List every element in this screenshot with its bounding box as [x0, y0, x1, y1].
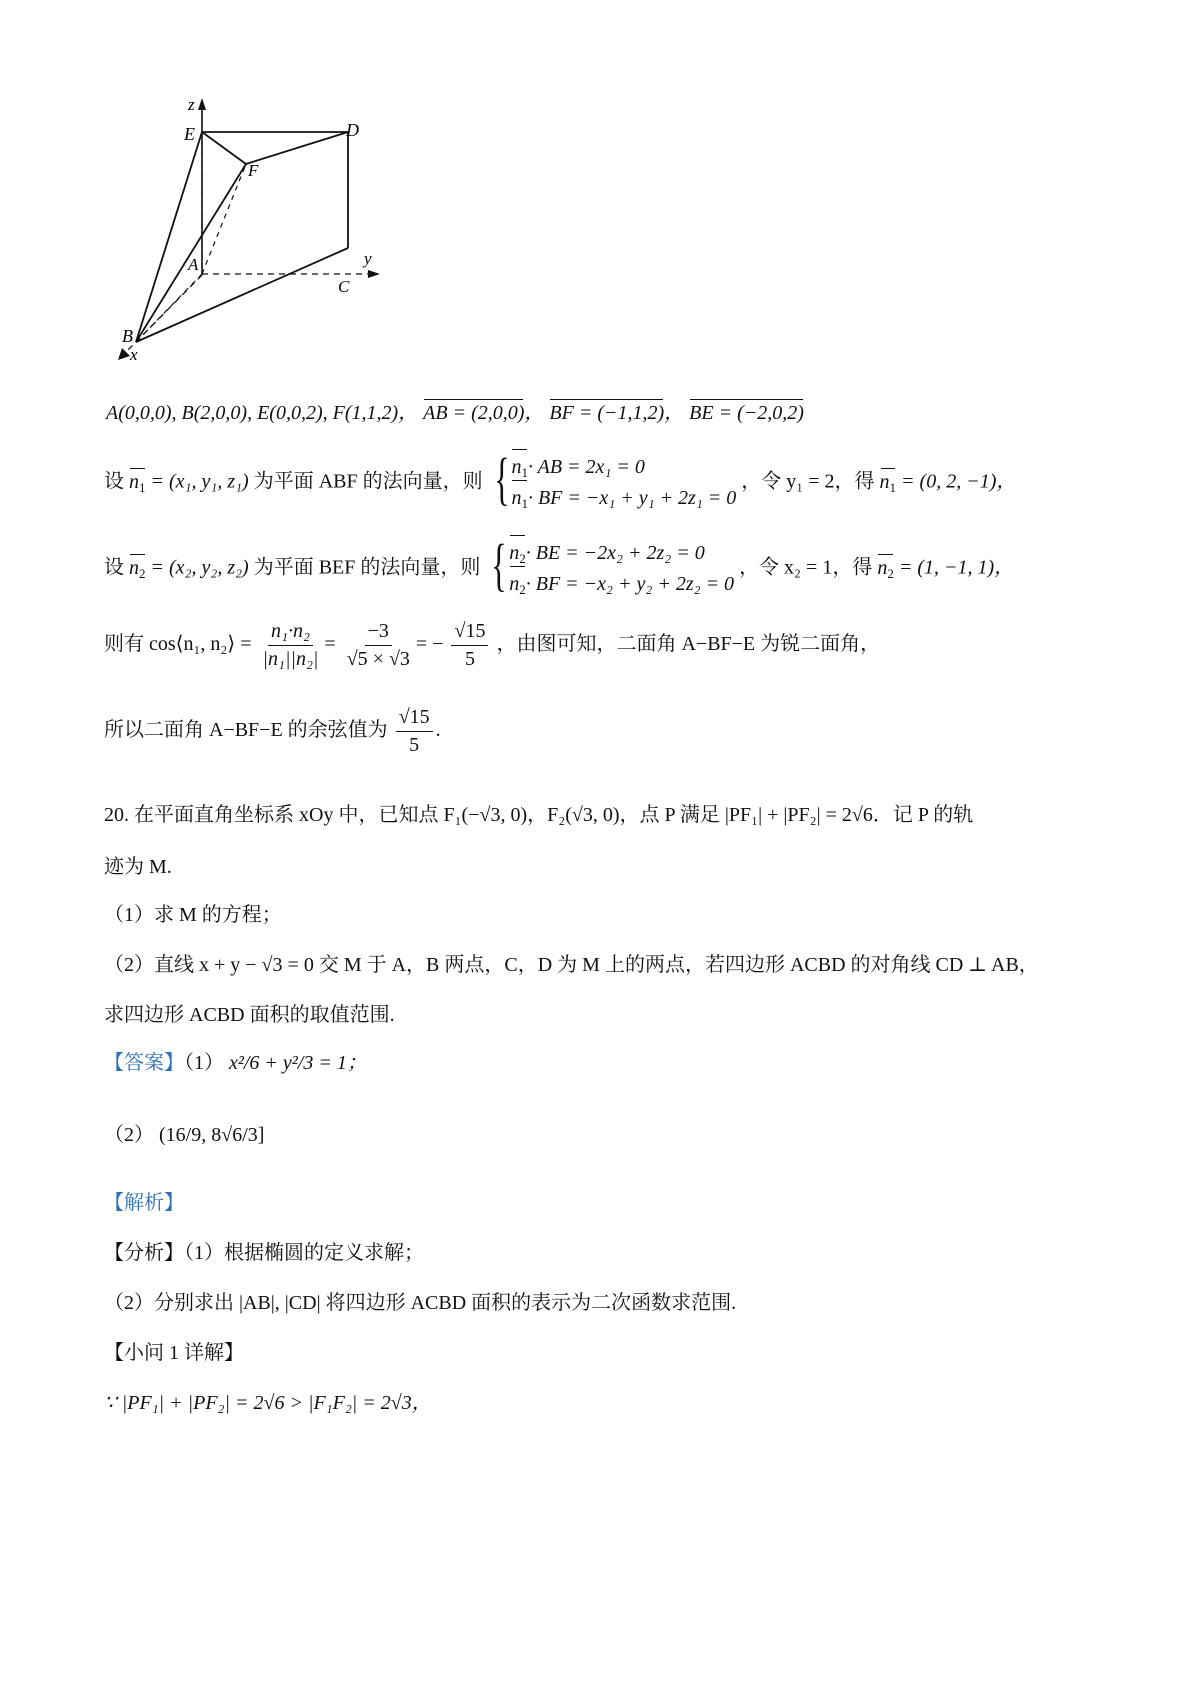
analysis-fenxi2: （2）分别求出 |AB|, |CD| 将四边形 ACBD 面积的表示为二次函数求范围. — [104, 1292, 737, 1314]
normal2-eq1: · BE = −2x₂ + 2z₂ = 0 — [525, 542, 705, 564]
normal1-eq2: · BF = −x₁ + y₁ + 2z₁ = 0 — [527, 487, 737, 510]
normal2-let: ，令 x₂ = 1，得 — [739, 556, 873, 579]
conclusion-frac — [396, 706, 433, 757]
point-label-f: F — [248, 161, 259, 180]
cos-frac-2-den: √5 × √3 — [346, 648, 410, 670]
vector-be: BE = (−2,0,2) — [689, 402, 804, 424]
conclusion-den: 5 — [409, 734, 420, 756]
cos-frac-3-den: 5 — [464, 648, 475, 670]
point-label-a: A — [188, 255, 199, 274]
normal1-line: 设 $n_1 = (x_1$, y₁, z₁) 为平面 ABF 的法向量，则 { $n_1\cdot$ AB = 2x₁ = 0 $n_1\cdot$ BF = −x₁ + y₁ + 2z₁ = 0 ，令 y₁ = 2，得 $n_1 = (0$, 2, −1)， — [104, 452, 1016, 514]
problem20-q1: （1）求 M 的方程； — [104, 904, 282, 926]
analysis-fenxi: 【分析】（1）根据椭圆的定义求解； — [104, 1242, 424, 1264]
answer-tag: 【答案】 — [104, 1052, 184, 1074]
cos-suffix: ，由图可知，二面角 A−BF−E 为锐二面角， — [496, 633, 881, 656]
normal2-def: = (x₂, y₂, z₂) — [150, 556, 249, 579]
cos-prefix: 则有 cos⟨n₁, n₂⟩ = — [104, 633, 252, 656]
vector-ab: AB = (2,0,0) — [423, 402, 525, 424]
answer-line1 — [104, 1046, 367, 1075]
points-coords: A(0,0,0), B(2,0,0), E(0,0,2), F(1,1,2) — [106, 402, 399, 424]
cos-frac-1-num: n₁·n₂ — [268, 620, 313, 646]
cos-frac-1 — [260, 620, 322, 671]
conclusion-line: 所以二面角 A−BF−E 的余弦值为 $\frac{√15}{5}$ . — [104, 706, 441, 756]
analysis-tag: 【解析】 — [104, 1192, 184, 1214]
answer-part2-label: （2） — [104, 1124, 154, 1146]
coords-line: A(0,0,0), B(2,0,0), E(0,0,2), F(1,1,2)， AB = (2,0,0)， BF = (−1,1,2)， BE = (−2,0,2) — [106, 402, 804, 424]
point-label-c: C — [338, 277, 350, 296]
conclusion-prefix: 所以二面角 A−BF−E 的余弦值为 — [104, 719, 388, 742]
answer-part2-range: (16/9, 8√6/3] — [159, 1124, 265, 1146]
normal1-eq1: · AB = 2x₁ = 0 — [527, 456, 645, 478]
normal1-plane: 为平面 ABF 的法向量，则 — [253, 470, 483, 493]
problem20-line2: 迹为 M. — [104, 856, 172, 878]
vector-bf: BF = (−1,1,2) — [549, 402, 665, 424]
problem20-q2a: （2）直线 x + y − √3 = 0 交 M 于 A，B 两点，C，D 为 M 上的两点，若四边形 ACBD 的对角线 CD ⊥ AB， — [104, 954, 1039, 976]
normal1-system: { $n_1\cdot$ AB = 2x₁ = 0 $n_1\cdot$ BF = −x₁ + y₁ + 2z₁ = 0 — [488, 452, 737, 514]
axis-label-y: y — [364, 249, 372, 268]
cos-line: 则有 cos⟨n₁, n₂⟩ = $\frac{\text{n₁·n₂}}{\text{|n₁||n₂|}}$ = $\frac{-3}{√5 \times √3}$ = − $\frac{√15}{5}$ ，由图可知，二面角 A−BF−E 为锐二面角， — [104, 620, 881, 670]
answer-line2 — [104, 1118, 264, 1147]
answer-part1-eq: x²/6 + y²/3 = 1； — [229, 1052, 367, 1074]
geometry-figure — [108, 92, 408, 367]
point-label-e: E — [184, 124, 195, 144]
normal1-let: ，令 y₁ = 2，得 — [741, 470, 875, 493]
point-label-d: D — [346, 120, 359, 140]
normal2-intro: 设 — [104, 556, 124, 579]
normal1-def: = (x₁, y₁, z₁) — [150, 470, 249, 493]
cos-frac-2 — [344, 620, 413, 671]
normal2-eq2: · BF = −x₂ + y₂ + 2z₂ = 0 — [525, 573, 735, 596]
cos-frac-3 — [451, 620, 488, 671]
analysis-xiaowen: 【小问 1 详解】 — [104, 1342, 244, 1364]
axis-label-x: x — [130, 345, 138, 364]
problem20-line1: 20. 在平面直角坐标系 xOy 中，已知点 F₁(−√3, 0)，F₂(√3, 0)，点 P 满足 |PF₁| + |PF₂| = 2√6．记 P 的轨 — [104, 804, 974, 826]
problem20-q2b: 求四边形 ACBD 面积的取值范围. — [104, 1004, 395, 1026]
normal2-result: = (1, −1, 1)， — [898, 556, 1015, 579]
normal2-line: 设 $n_2 = (x_2$, y₂, z₂) 为平面 BEF 的法向量，则 { $n_2\cdot$ BE = −2x₂ + 2z₂ = 0 $n_2\cdot$ BF = −x₂ + y₂ + 2z₂ = 0 ，令 x₂ = 1，得 $n_2 = (1$, −1, 1)， — [104, 538, 1014, 600]
cos-frac-1-den: |n₁||n₂| — [262, 648, 319, 670]
point-label-b: B — [122, 326, 133, 346]
analysis-step1: ∵ |PF₁| + |PF₂| = 2√6 > |F₁F₂| = 2√3， — [104, 1392, 432, 1414]
conclusion-num: √15 — [396, 706, 433, 732]
normal1-intro: 设 — [104, 470, 124, 493]
answer-part1-label: （1） — [184, 1052, 224, 1074]
normal2-plane: 为平面 BEF 的法向量，则 — [253, 556, 481, 579]
axis-label-z: z — [188, 95, 195, 114]
normal2-system: { $n_2\cdot$ BE = −2x₂ + 2z₂ = 0 $n_2\cdot$ BF = −x₂ + y₂ + 2z₂ = 0 — [485, 538, 734, 600]
normal1-result: = (0, 2, −1)， — [901, 470, 1017, 493]
cos-frac-3-num: √15 — [451, 620, 488, 646]
cos-frac-2-num: −3 — [365, 620, 392, 646]
